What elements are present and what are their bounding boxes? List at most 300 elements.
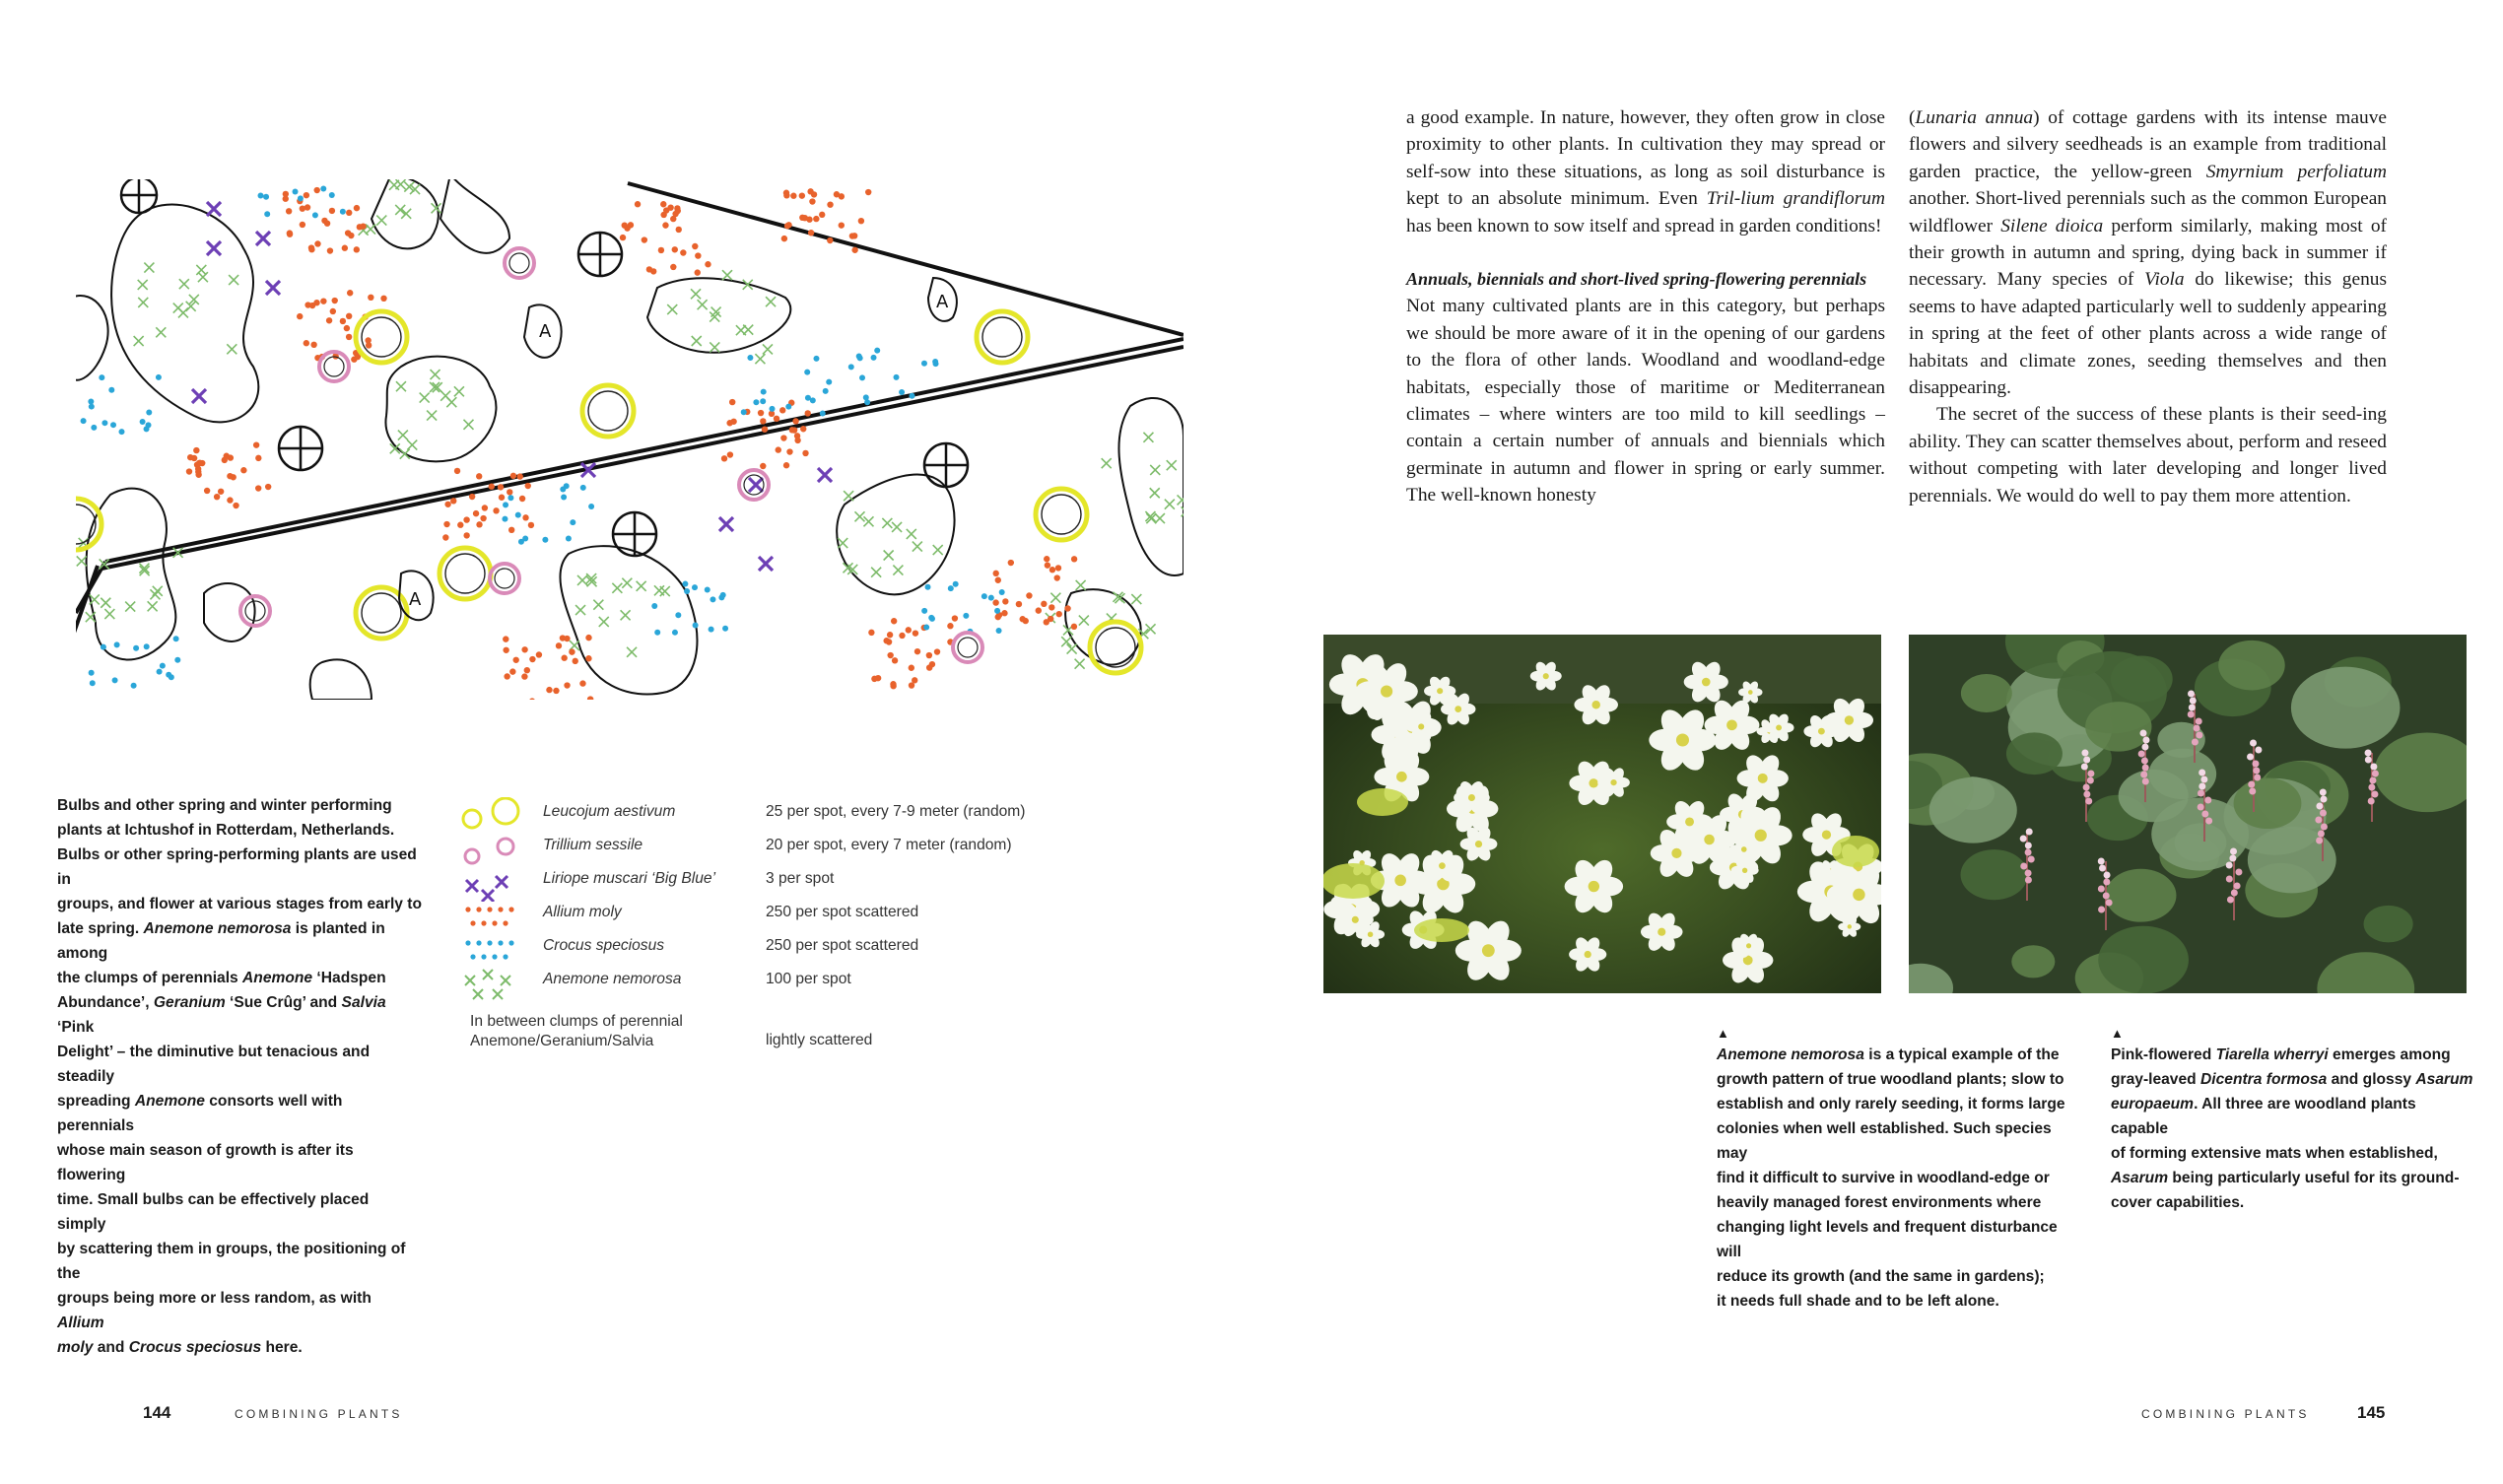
allium-dot [1002,598,1008,604]
allium-dot [286,208,292,214]
allium-dot [883,638,889,643]
allium-dot [346,313,352,319]
tiarella-photo-svg [1909,635,2467,993]
crocus-dot [157,669,163,675]
allium-dot [851,247,857,253]
plan-caption-line: groups, and flower at various stages from early to [57,896,423,912]
allium-dot [329,208,335,214]
allium-dot [196,460,202,466]
allium-dot [912,677,917,683]
allium-dot [827,237,833,243]
allium-dot [705,261,710,267]
allium-dot [195,469,201,475]
plan-caption-line: Abundance’, Geranium ‘Sue Crûg’ and Salvia ‘Pink [57,994,386,1036]
allium-dot [783,190,789,196]
blue-dots-icon [458,931,527,969]
crocus-dot [994,608,1000,614]
allium-dot [536,651,542,657]
allium-dot [892,657,898,663]
crocus-dot [823,388,829,394]
legend-row [458,937,1079,971]
allium-dot [774,416,779,422]
allium-dot [332,298,338,304]
allium-dot [344,325,350,331]
plan-caption-line: moly and Crocus speciosus here. [57,1339,303,1356]
plan-caption-line: the clumps of perennials Anemone ‘Hadspen [57,970,386,986]
crocus-dot [693,622,699,628]
leaf [1961,849,2028,900]
caption-anemone-line: reduce its growth (and the same in gardens); [1717,1268,2045,1285]
plan-caption-line: whose main season of growth is after its flowering [57,1142,354,1183]
crocus-dot [770,406,776,412]
legend-species: Crocus speciosus [543,937,665,954]
legend-species: Liriope muscari ‘Big Blue’ [543,870,716,887]
allium-dot [360,223,366,229]
crocus-dot [108,387,114,393]
crocus-dot [133,645,139,651]
text-column-1 [1406,104,1885,509]
allium-dot [868,630,874,636]
allium-dot [340,318,346,324]
allium-dot [802,450,808,456]
crocus-dot [826,379,832,385]
allium-dot [218,489,224,495]
leaf [2085,702,2151,752]
crocus-dot [140,419,146,425]
allium-dot [890,683,896,689]
allium-dot [493,507,499,513]
allium-dot [365,337,371,343]
leaf [1961,674,2012,712]
purple-cross-icon [458,864,527,902]
allium-dot [310,342,316,348]
svg-text:A: A [936,292,949,312]
crocus-dot [503,502,508,507]
allium-dot [1055,565,1061,571]
caption-tiarella-line: europaeum. All three are woodland plants capable [2111,1096,2416,1137]
legend-rate: 20 per spot, every 7 meter (random) [766,837,1012,853]
allium-dot [327,247,333,253]
crocus-dot [709,627,714,633]
crocus-dot [684,588,690,594]
allium-dot [233,503,238,508]
allium-dot [635,201,641,207]
allium-dot [227,473,233,479]
allium-dot [255,455,261,461]
allium-dot [695,269,701,275]
allium-dot [799,215,805,221]
allium-dot [528,522,534,528]
allium-dot [776,446,781,452]
page-number-145: 145 [2357,1403,2386,1422]
crocus-dot [160,663,166,669]
leaf [2098,926,2189,993]
allium-dot [473,510,479,516]
allium-dot [309,303,315,308]
crocus-dot [988,595,994,601]
allium-dot [1071,624,1077,630]
allium-dot [806,217,812,223]
allium-dot [658,247,664,253]
allium-dot [799,192,805,198]
allium-dot [519,496,525,502]
caption-tiarella-line: Asarum being particularly useful for its ground- [2111,1170,2460,1186]
allium-dot [808,230,814,236]
allium-dot [805,410,811,416]
allium-dot [1016,601,1022,607]
plan-caption-line: time. Small bulbs can be effectively placed simply [57,1191,370,1233]
crocus-dot [760,398,766,404]
allium-dot [1054,574,1060,580]
allium-dot [521,646,527,652]
allium-dot [573,658,578,664]
crocus-dot [298,195,304,201]
crocus-dot [264,211,270,217]
caption-anemone [1717,1025,2081,1314]
crocus-dot [166,672,171,678]
allium-dot [556,642,562,648]
plan-caption-line: Delight’ – the diminutive but tenacious and steadily [57,1044,371,1085]
allium-dot [914,648,920,654]
allium-dot [368,295,373,301]
allium-dot [642,236,647,242]
legend-species: Leucojum aestivum [543,803,676,820]
leaf [2364,906,2413,943]
caption-tiarella-line: cover capabilities. [2111,1194,2245,1211]
allium-dot [887,652,893,658]
allium-dot [790,193,796,199]
crocus-dot [675,612,681,618]
allium-dot [561,655,567,661]
crocus-dot [948,585,954,591]
allium-dot [255,485,261,491]
legend-rate: 250 per spot scattered [766,904,919,920]
allium-dot [503,647,508,653]
allium-dot [726,420,732,426]
crocus-dot [996,628,1002,634]
crocus-dot [741,409,747,415]
allium-dot [672,211,678,217]
plan-caption-line: Bulbs or other spring-performing plants are used in [57,846,417,888]
crocus-dot [174,657,180,663]
crocus-dot [710,596,715,602]
allium-dot [564,636,570,641]
planting-plan-svg [76,179,1184,700]
allium-dot [819,212,825,218]
allium-dot [827,201,833,207]
leaf [2105,869,2176,922]
allium-dot [1056,611,1062,617]
crocus-dot [507,495,513,501]
svg-text:A: A [539,321,552,342]
crocus-dot [705,587,710,593]
allium-dot [992,599,998,605]
allium-dot [214,494,220,500]
subheading-annuals: Annuals, biennials and short-lived spring-flowering perennials [1406,269,1867,290]
anemone-photo-svg [1323,635,1881,993]
allium-dot [524,667,530,673]
allium-dot [926,652,932,658]
crocus-dot [747,355,753,361]
crocus-dot [146,409,152,415]
allium-dot [489,484,495,490]
crocus-dot [101,420,107,426]
allium-dot [521,673,527,679]
allium-dot [304,340,309,346]
legend-note: In between clumps of perennial Anemone/Geranium/Salvia [470,1013,683,1049]
caption-marker-tiarella: ▲ [2111,1026,2124,1041]
crocus-dot [110,422,116,428]
allium-dot [913,630,918,636]
orange-dots-icon [458,898,527,935]
allium-dot [1045,562,1050,568]
allium-dot [995,577,1001,583]
allium-dot [891,618,897,624]
allium-dot [620,235,626,240]
allium-dot [253,441,259,447]
allium-dot [851,233,857,238]
allium-dot [727,451,733,457]
legend-row [458,803,1079,837]
yellow-circle-icon [458,797,527,835]
crocus-dot [929,616,935,622]
crocus-dot [848,364,854,370]
allium-dot [522,514,528,520]
crocus-dot [112,677,118,683]
green-crosses-icon [458,965,527,1002]
caption-anemone-line: it needs full shade and to be left alone. [1717,1293,1999,1310]
allium-dot [304,192,309,198]
allium-dot [947,623,953,629]
crocus-dot [859,374,865,380]
allium-dot [354,205,360,211]
crocus-dot [329,192,335,198]
legend-row [458,837,1079,870]
allium-dot [952,615,958,621]
allium-dot [926,664,932,670]
allium-dot [680,249,686,255]
crocus-dot [564,483,570,489]
crocus-dot [651,603,657,609]
allium-dot [508,527,514,533]
allium-dot [674,205,680,211]
allium-dot [287,230,293,236]
caption-tiarella-line: gray-leaved Dicentra formosa and glossy Asarum [2111,1071,2473,1088]
crocus-dot [932,359,938,365]
crocus-dot [718,594,724,600]
crocus-dot [542,537,548,543]
tiarella-wherryi-photo [1909,635,2467,993]
allium-dot [791,427,797,433]
allium-dot [186,468,192,474]
crocus-dot [654,630,660,636]
crocus-dot [753,399,759,405]
planting-plan-drawing [76,179,1184,700]
allium-dot [300,222,305,228]
allium-dot [622,222,628,228]
crocus-dot [144,643,150,649]
allium-dot [875,675,881,681]
allium-dot [1041,601,1047,607]
caption-tiarella [2111,1025,2475,1215]
allium-dot [326,317,332,323]
crocus-dot [871,355,877,361]
allium-dot [354,246,360,252]
caption-anemone-line: find it difficult to survive in woodland-edge or [1717,1170,2050,1186]
crocus-dot [101,644,106,650]
allium-dot [834,191,840,197]
crocus-dot [561,494,567,500]
allium-dot [564,682,570,688]
allium-dot [321,218,327,224]
svg-text:A: A [409,589,422,610]
allium-dot [314,187,320,193]
allium-dot [463,516,469,522]
allium-dot [240,467,246,473]
running-head-left: COMBINING PLANTS [235,1407,403,1421]
legend-rate: 100 per spot [766,971,851,987]
crocus-dot [923,625,929,631]
crocus-dot [570,519,575,525]
plan-caption-line: Bulbs and other spring and winter performing [57,797,392,814]
allium-dot [887,632,893,638]
plan-caption [57,793,422,1360]
legend-note-rate: lightly scattered [766,1032,873,1048]
allium-dot [692,243,698,249]
allium-dot [330,308,336,314]
plan-caption-line: plants at Ichtushof in Rotterdam, Netherlands. [57,822,395,839]
allium-dot [482,505,488,510]
allium-dot [480,515,486,521]
pink-circle-icon [458,831,527,868]
caption-tiarella-line: Pink-flowered Tiarella wherryi emerges among [2111,1046,2451,1063]
leaf [2234,777,2302,829]
paragraph-seeding: The secret of the success of these plants is their seed-ing ability. They can scatter themselves about, perform and reseed without competing with later developing and longer lived perennials. We would do well to pay them more attention. [1909,404,2387,506]
allium-dot [457,522,463,528]
crocus-dot [340,209,346,215]
allium-dot [762,426,768,432]
crocus-dot [682,581,688,587]
crocus-dot [320,186,326,192]
allium-dot [784,223,790,229]
crocus-dot [312,212,318,218]
allium-dot [809,198,815,204]
allium-dot [780,435,786,440]
allium-dot [786,448,792,454]
allium-dot [1023,618,1029,624]
running-head-right: COMBINING PLANTS [2141,1407,2310,1421]
allium-dot [646,266,652,272]
allium-dot [346,210,352,216]
crocus-dot [953,581,959,587]
allium-dot [348,233,354,238]
text-column-2 [1909,104,2387,509]
crocus-dot [893,374,899,380]
leaf [2218,641,2285,691]
allium-dot [509,668,515,674]
allium-dot [507,489,512,495]
allium-dot [758,410,764,416]
legend-rate: 25 per spot, every 7-9 meter (random) [766,803,1026,820]
crocus-dot [899,389,905,395]
allium-dot [839,222,845,228]
anemone-nemorosa-photo [1323,635,1881,993]
crocus-dot [761,389,767,395]
allium-dot [695,252,701,258]
allium-dot [1049,567,1055,573]
crocus-dot [785,404,791,410]
allium-dot [1064,605,1070,611]
allium-dot [813,216,819,222]
page-number-144: 144 [143,1403,171,1422]
crocus-dot [293,189,299,195]
allium-dot [1001,610,1007,616]
crocus-dot [263,194,269,200]
crocus-dot [963,613,969,619]
crocus-dot [99,374,104,380]
caption-marker-anemone: ▲ [1717,1026,1729,1041]
paragraph-honesty-intro: a good example. In nature, however, they often grow in close proximity to other plants. In cultivation they may spread or self-sow into these situations, as long as soil disturbance is kept to an absolute minimum. Even Tril-lium grandiflorum has been known to sow itself and spread in garden conditions! [1406,107,1886,236]
legend-species: Anemone nemorosa [543,971,682,987]
crocus-dot [515,512,521,518]
caption-anemone-line: changing light levels and frequent disturbance will [1717,1219,2058,1260]
crocus-dot [820,410,826,416]
caption-anemone-line: heavily managed forest environments where [1717,1194,2042,1211]
allium-dot [569,648,575,654]
crocus-dot [131,683,137,689]
crocus-dot [156,374,162,380]
legend-row [458,971,1079,1004]
allium-dot [1049,604,1054,610]
crocus-dot [90,680,96,686]
leaf [2175,823,2227,862]
crocus-dot [921,361,927,367]
allium-dot [469,494,475,500]
allium-dot [476,521,482,527]
leaf [2011,945,2055,978]
allium-dot [1026,592,1032,598]
crocus-dot [91,425,97,431]
allium-dot [865,189,871,195]
allium-dot [304,204,310,210]
allium-dot [781,236,787,241]
allium-dot [525,483,531,489]
allium-dot [529,656,535,662]
legend-species: Trillium sessile [543,837,643,853]
caption-anemone-line: establish and only rarely seeding, it forms large [1717,1096,2065,1113]
allium-dot [779,407,785,413]
allium-dot [265,484,271,490]
caption-anemone-line: growth pattern of true woodland plants; slow to [1717,1071,2064,1088]
crocus-dot [672,630,678,636]
allium-dot [662,222,668,228]
allium-dot [729,399,735,405]
allium-dot [193,447,199,453]
allium-dot [934,648,940,654]
allium-dot [342,245,348,251]
crocus-dot [89,404,95,410]
crocus-dot [981,593,987,599]
crocus-dot [722,626,728,632]
leaf [1929,777,2017,843]
crocus-dot [522,535,528,541]
allium-dot [1044,556,1049,562]
allium-dot [760,418,766,424]
allium-dot [909,665,914,671]
crocus-dot [864,399,870,405]
caption-tiarella-line: of forming extensive mats when established, [2111,1145,2438,1162]
caption-anemone-line: colonies when well established. Such species may [1717,1120,2052,1162]
